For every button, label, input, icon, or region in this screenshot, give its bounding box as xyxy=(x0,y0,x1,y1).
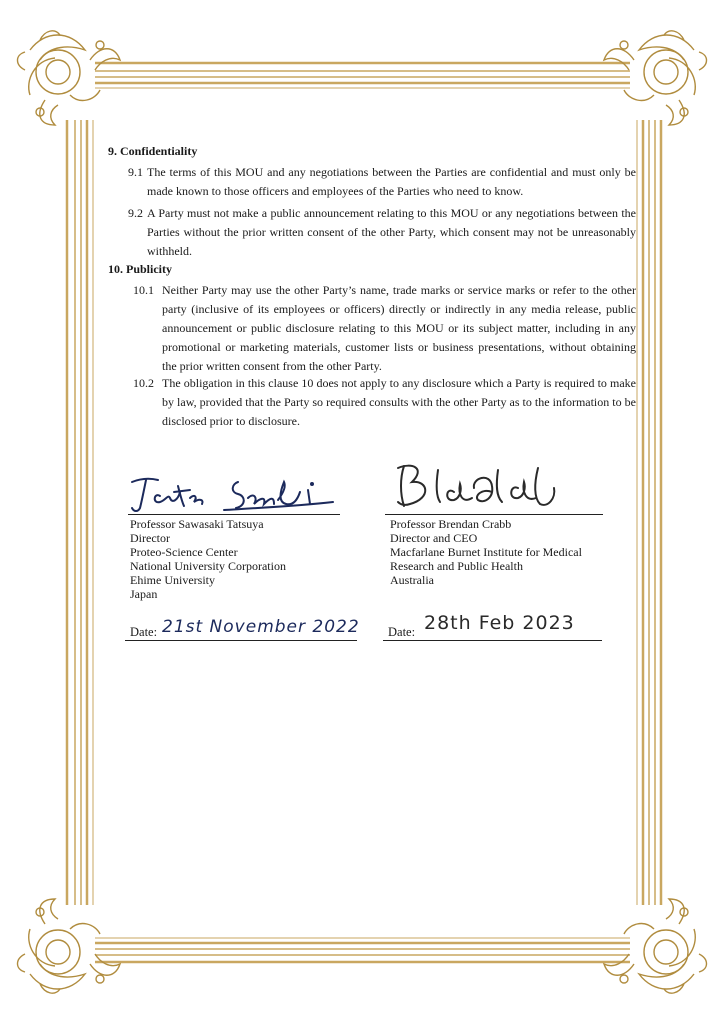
signatory-name: Professor Brendan Crabb xyxy=(390,517,512,531)
clause-number: 9.1 xyxy=(128,165,143,179)
clause-text: The obligation in this clause 10 does not apply to any disclosure which a Party is required to make by law, provided that the Party so required consults with the other Party as to the information to be disclosed prior to disclosure. xyxy=(162,376,636,428)
clause-text: The terms of this MOU and any negotiations between the Parties are confidential and must only be made known to those officers and employees of the Parties who need to know. xyxy=(147,165,636,198)
signatory-org: Ehime University xyxy=(130,573,215,587)
signatory-country: Australia xyxy=(390,573,434,587)
date-line xyxy=(383,640,602,641)
signatory-org: Proteo-Science Center xyxy=(130,545,238,559)
section-heading-confidentiality: 9. Confidentiality xyxy=(108,144,198,158)
clause-number: 10.2 xyxy=(133,376,154,390)
section-heading-publicity: 10. Publicity xyxy=(108,262,173,276)
signatory-org: National University Corporation xyxy=(130,559,286,573)
signature-crabb xyxy=(392,458,562,514)
signatory-org: Macfarlane Burnet Institute for Medical xyxy=(390,545,582,559)
signatory-title: Director and CEO xyxy=(390,531,478,545)
signatory-block-1 xyxy=(130,517,286,601)
signatory-name: Professor Sawasaki Tatsuya xyxy=(130,517,264,531)
date-line xyxy=(125,640,357,641)
signature-sawasaki xyxy=(128,468,338,516)
signatory-title: Director xyxy=(130,531,170,545)
date-handwritten-1: 21st November 2022 xyxy=(162,617,360,637)
signatory-block-2 xyxy=(390,517,582,587)
signatory-org: Research and Public Health xyxy=(390,559,523,573)
date-label: Date: xyxy=(388,625,416,639)
clause-text: A Party must not make a public announcement relating to this MOU or any negotiations between the Parties without the prior written consent of the other Party, which consent may not be unreasonably withheld. xyxy=(147,206,636,258)
signatory-country: Japan xyxy=(130,587,158,601)
date-label: Date: xyxy=(130,625,158,639)
clause-number: 10.1 xyxy=(133,283,154,297)
clause-text: Neither Party may use the other Party’s name, trade marks or service marks or refer to the other party (inclusive of its employees or officers) directly or indirectly in any media release, public announcement or public disclosure relating to this MOU or its subject matter, including in any promotional or marketing materials, customer lists or business presentations, without obtaining the prior written consent from the other Party. xyxy=(162,283,636,373)
signature-line xyxy=(385,514,603,515)
signature-line xyxy=(128,514,340,515)
date-handwritten-2: 28th Feb 2023 xyxy=(424,612,575,634)
clause-number: 9.2 xyxy=(128,206,143,220)
